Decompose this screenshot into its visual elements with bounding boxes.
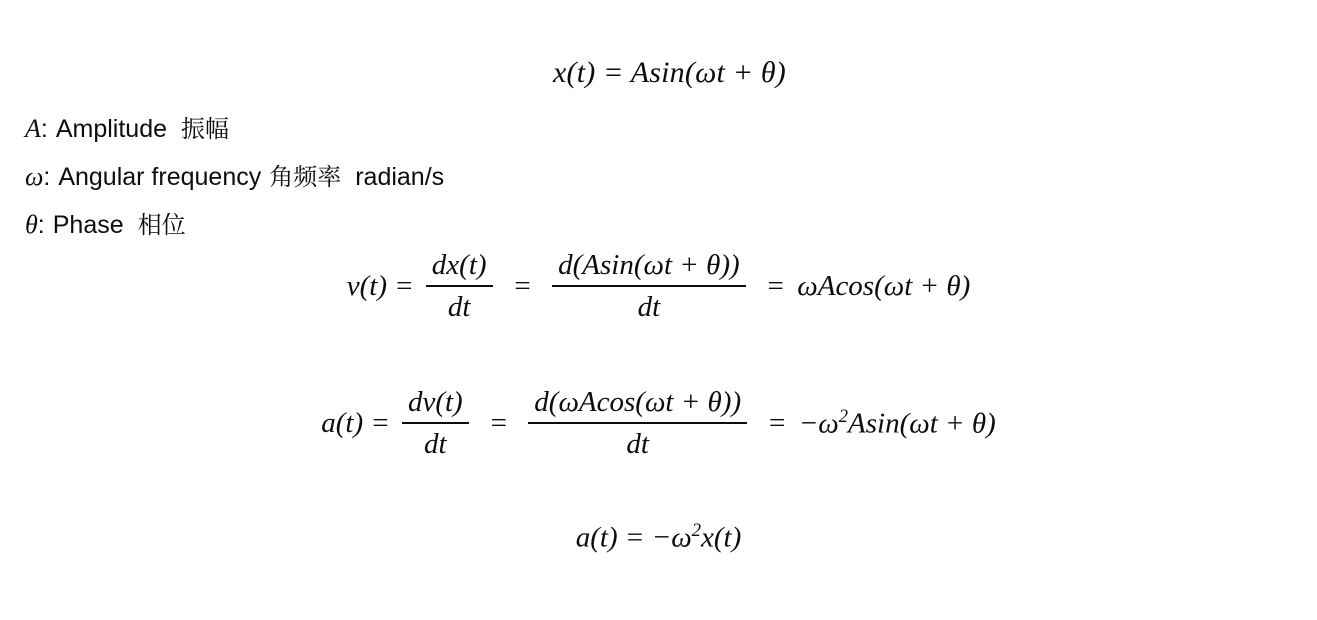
definition-amplitude — [25, 105, 444, 153]
definition-separator: : — [43, 163, 51, 191]
fraction-bar — [402, 422, 469, 424]
definition-phase — [25, 201, 444, 249]
definition-chinese: 相位 — [137, 211, 186, 239]
acceleration-rhs-suffix: Asin(ωt + θ) — [848, 407, 996, 440]
definition-separator: : — [40, 115, 48, 143]
velocity-lhs: v(t) = — [346, 269, 414, 302]
acceleration-rhs — [797, 406, 996, 441]
definition-unit: radian/s — [355, 163, 445, 191]
velocity-equation — [0, 248, 1317, 324]
displacement-equation-text: x(t) = Asin(ωt + θ) — [553, 56, 786, 89]
velocity-fraction-1 — [426, 248, 493, 324]
acceleration-end-equals: = — [767, 406, 787, 439]
velocity-mid-equals: = — [512, 269, 533, 302]
definition-separator: : — [37, 211, 45, 239]
fraction-denominator: dt — [637, 291, 661, 324]
acceleration-rhs-prefix: −ω — [798, 407, 839, 440]
definition-symbol: A — [25, 114, 41, 143]
fraction-numerator: d(ωAcos(ωt + θ)) — [534, 386, 742, 418]
variable-definitions — [25, 105, 444, 249]
fraction-denominator: dt — [626, 428, 649, 461]
definition-english: Amplitude — [55, 115, 168, 143]
fraction-bar — [426, 285, 493, 287]
definition-chinese: 角频率 — [269, 163, 342, 191]
fraction-numerator: dv(t) — [407, 386, 463, 418]
summary-exponent: 2 — [691, 520, 702, 541]
velocity-end-equals: = — [765, 269, 786, 302]
displacement-equation — [0, 56, 1317, 90]
summary-lhs: a(t) = −ω — [575, 521, 692, 554]
acceleration-lhs: a(t) = — [321, 406, 390, 439]
definition-symbol: ω — [25, 162, 44, 191]
acceleration-fraction-2 — [528, 385, 747, 461]
velocity-rhs: ωAcos(ωt + θ) — [797, 269, 971, 302]
fraction-denominator: dt — [424, 428, 447, 461]
definition-chinese: 振幅 — [181, 115, 230, 143]
summary-rhs: x(t) — [701, 521, 742, 554]
fraction-denominator: dt — [447, 291, 471, 324]
velocity-fraction-2 — [552, 248, 746, 324]
definition-english: Angular frequency — [58, 163, 262, 191]
fraction-numerator: dx(t) — [431, 249, 487, 281]
definition-symbol: θ — [25, 210, 38, 239]
fraction-numerator: d(Asin(ωt + θ)) — [558, 249, 740, 281]
acceleration-mid-equals: = — [488, 406, 509, 439]
acceleration-fraction-1 — [402, 385, 469, 461]
fraction-bar — [552, 285, 746, 287]
acceleration-rhs-exponent: 2 — [838, 405, 849, 427]
fraction-bar — [528, 422, 747, 424]
definition-angular-frequency — [25, 153, 444, 201]
summary-equation — [0, 520, 1317, 555]
acceleration-equation — [0, 385, 1317, 461]
definition-english: Phase — [52, 211, 124, 239]
